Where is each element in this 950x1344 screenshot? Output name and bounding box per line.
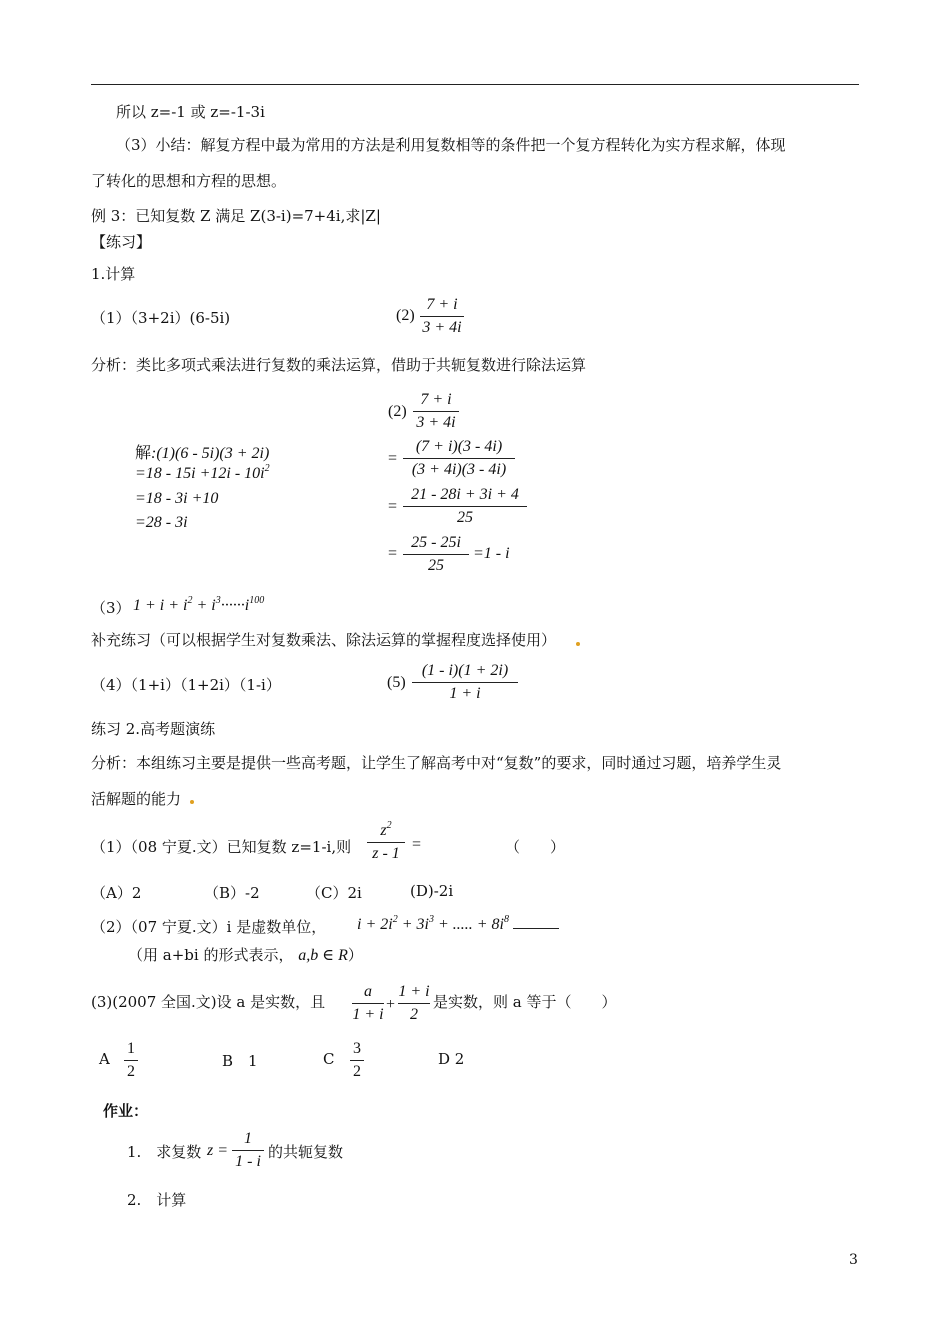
summary-paragraph-line1: （3）小结：解复方程中最为常用的方法是利用复数相等的条件把一个复方程转化为实方程求解，体现 [116,136,786,154]
exercise-1-title: 1.计算 [91,265,136,283]
power-sum-expression: $1 + i + i^2 + i^3\cdot\cdot\cdot\cdot\cdot\cdot i^{100}$ [133,595,265,614]
question-1-option-a: （A）2 [91,884,142,902]
question-1-option-b: （B）-2 [204,884,260,902]
question-1-option-c: （C）2i [306,884,362,902]
exercise-1-item-3-label: （3） [91,599,131,617]
question-1-option-d: (D)-2i [410,882,454,900]
question-3-fraction-2: 1 + i 2 [398,983,430,1023]
highlight-dot-1 [576,642,580,646]
question-3: (3)(2007 全国.文)设 a 是实数，且 [91,993,326,1011]
homework-2: 2. 计算 [127,1191,187,1209]
question-3-plus: + [386,996,396,1013]
example-3: 例 3：已知复数 Z 满足 Z(3-i)=7+4i,求|Z| [91,207,381,225]
homework-1-fraction: 1 1 - i [232,1130,264,1171]
homework-1: 1. 求复数 [127,1143,202,1161]
analysis-2-line1: 分析：本组练习主要是提供一些高考题，让学生了解高考中对“复数”的要求，同时通过习题，培养学生灵 [91,754,782,772]
homework-title: 作业： [103,1102,149,1120]
practice-heading: 【练习】 [91,233,152,251]
exercise-1-fraction: 7 + i 3 + 4i [420,296,464,337]
question-3-tail: 是实数，则 a 等于（ ） [433,993,617,1011]
solution-conclusion: 所以 z=-1 或 z=-1-3i [116,103,265,121]
question-1: （1）（08 宁夏.文）已知复数 z=1-i,则 [91,838,352,856]
question-1-fraction: $z^2$ z - 1 [367,822,405,863]
exercise-item-4: （4）（1+i）（1+2i）（1-i） [91,676,281,694]
supplementary-practice: 补充练习（可以根据学生对复数乘法、除法运算的掌握程度选择使用） [91,631,557,649]
exercise-1-item-2-label: (2) [396,307,415,324]
division-label: (2) [388,403,407,420]
division-fraction-4: 25 - 25i 25 [403,534,469,575]
eq-sign-3: = [388,545,398,562]
question-3-option-a: A [99,1050,110,1068]
exercise-2-title: 练习 2.高考题演练 [91,720,216,738]
solution-line-4: =28 - 3i [135,514,188,531]
highlight-dot-2 [190,800,194,804]
page-number: 3 [849,1252,858,1268]
question-1-answer-paren: （ ） [505,838,566,856]
header-rule [91,84,859,85]
homework-1-z: z = [207,1142,229,1159]
question-3-fraction-1: a 1 + i [352,983,384,1023]
exercise-item-5-fraction: (1 - i)(1 + 2i) 1 + i [412,662,518,703]
option-a-fraction: 1 2 [124,1040,138,1081]
option-c-fraction: 3 2 [350,1040,364,1081]
division-result: =1 - i [473,545,510,562]
exercise-1-item-1: （1）（3+2i）(6-5i) [91,309,231,327]
question-3-option-c: C [323,1050,335,1068]
question-2-expression: $i + 2i^2 + 3i^3$ + ..... + $8i^8$ [357,916,559,934]
solution-line-3: =18 - 3i +10 [135,490,219,507]
eq-sign-1: = [388,450,398,467]
division-fraction-1: 7 + i 3 + 4i [413,391,459,432]
division-fraction-3: 21 - 28i + 3i + 4 25 [403,486,527,527]
summary-paragraph-line2: 了转化的思想和方程的思想。 [91,172,287,190]
question-2: （2）（07 宁夏.文）i 是虚数单位， [91,918,327,936]
question-3-option-b: B 1 [222,1052,258,1070]
solution-line-2: $=18 - 15i +12i - 10i^2$ [135,463,270,482]
homework-1-tail: 的共轭复数 [268,1143,344,1161]
analysis-1: 分析：类比多项式乘法进行复数的乘法运算，借助于共轭复数进行除法运算 [91,356,587,374]
exercise-item-5-label: (5) [387,674,406,691]
eq-sign-2: = [388,498,398,515]
question-2-hint: （用 a+bi 的形式表示， a,b ∈ R） [128,946,363,964]
solution-line-1: 解:(1)(6 - 5i)(3 + 2i) [135,445,270,462]
analysis-2-line2: 活解题的能力 [91,790,182,808]
question-1-equals: = [412,836,422,853]
question-3-option-d: D 2 [438,1050,465,1068]
division-fraction-2: (7 + i)(3 - 4i) (3 + 4i)(3 - 4i) [403,438,515,479]
question-2-blank [513,927,559,929]
